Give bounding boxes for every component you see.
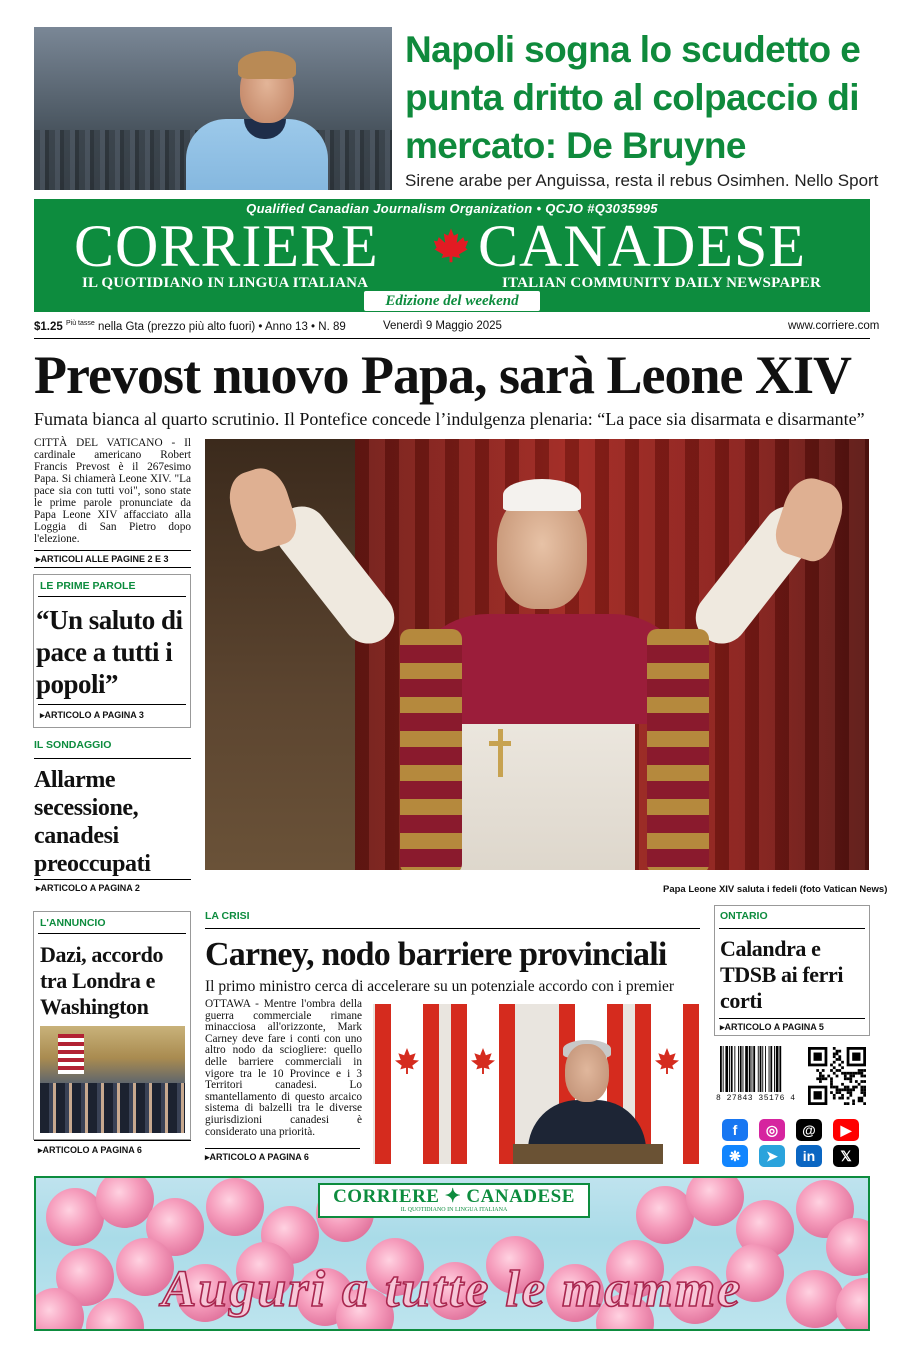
weekend-edition-badge: Edizione del weekend (364, 291, 540, 311)
divider (34, 550, 191, 551)
divider (34, 879, 191, 880)
sondaggio-ref[interactable]: ▸ ARTICOLO A PAGINA 2 (36, 883, 140, 894)
maple-leaf-icon (432, 227, 470, 263)
qr-code-icon[interactable] (808, 1047, 866, 1105)
divider (719, 928, 865, 929)
banner-greeting: Auguri a tutte le mamme (161, 1261, 743, 1318)
main-headline[interactable]: Prevost nuovo Papa, sarà Leone XIV (34, 345, 852, 405)
divider (34, 758, 191, 759)
crisi-kicker: LA CRISI (205, 910, 250, 922)
instagram-icon[interactable]: ◎ (759, 1119, 785, 1141)
telegram-icon[interactable]: ➤ (759, 1145, 785, 1167)
masthead-qualified-line: Qualified Canadian Journalism Organization • QCJO #Q3035995 (246, 201, 658, 216)
issue-date: Venerdì 9 Maggio 2025 (383, 320, 502, 332)
prime-parole-quote[interactable]: “Un saluto di pace a tutti i popoli” (36, 605, 183, 699)
crisi-headline[interactable]: Carney, nodo barriere provinciali (205, 936, 667, 973)
divider (205, 928, 700, 929)
sondaggio-headline[interactable]: Allarme secessione, canadesi preoccupati (34, 767, 151, 877)
crisi-deck: Il primo ministro cerca di accelerare su un potenziale accordo con i premier (205, 978, 675, 995)
divider (719, 1018, 865, 1019)
threads-icon[interactable]: @ (796, 1119, 822, 1141)
ontario-ref[interactable]: ▸ ARTICOLO A PAGINA 5 (720, 1022, 824, 1033)
divider (38, 704, 186, 705)
divider (38, 933, 186, 934)
ontario-headline[interactable]: Calandra e TDSB ai ferri corti (720, 936, 844, 1013)
price-info (34, 320, 346, 333)
divider (34, 567, 191, 568)
teaser-headline[interactable]: Napoli sogna lo scudetto e punta dritto al colpaccio di mercato: De Bruyne (405, 29, 861, 166)
annuncio-kicker: L'ANNUNCIO (40, 917, 106, 929)
bluesky-icon[interactable]: ❋ (722, 1145, 748, 1167)
crisi-body-text: OTTAWA - Mentre l'ombra della guerra commerciale rimane minacciosa all'orizzonte, Mark Carney deve fare i conti con uno altro nodo da sciogliere: quello delle barriere commerciali in vigore tra le 10 Province e i 3 Territori canadesi. Lo smantellamento di questo arcaico sistema di balzelli tra le diverse giurisdizioni canadesi è considerato una priorità. (205, 998, 362, 1138)
masthead-tagline-italian: IL QUOTIDIANO IN LINGUA ITALIANA (82, 275, 369, 291)
main-photo-caption: Papa Leone XIV saluta i fedeli (foto Vatican News) (663, 884, 888, 895)
main-article-ref[interactable]: ▸ ARTICOLI ALLE PAGINE 2 E 3 (36, 554, 169, 565)
teaser-photo-de-bruyne[interactable] (34, 27, 392, 190)
masthead (34, 199, 870, 312)
tax-note: Più tasse (65, 320, 95, 327)
main-photo-pope[interactable] (205, 439, 869, 870)
annuncio-headline[interactable]: Dazi, accordo tra Londra e Washington (40, 942, 164, 1019)
annuncio-ref[interactable]: ▸ ARTICOLO A PAGINA 6 (38, 1145, 142, 1156)
masthead-tagline-english: ITALIAN COMMUNITY DAILY NEWSPAPER (502, 275, 821, 291)
annuncio-photo[interactable] (40, 1026, 185, 1133)
youtube-icon[interactable]: ▶ (833, 1119, 859, 1141)
divider (205, 1148, 360, 1149)
banner-logo-tagline: IL QUOTIDIANO IN LINGUA ITALIANA (400, 1207, 508, 1213)
banner-logo-name: CORRIERE ✦ CANADESE (333, 1186, 575, 1207)
website-link[interactable]: www.corriere.com (788, 320, 880, 332)
masthead-name-left: CORRIERE (74, 213, 379, 279)
price: $1.25 (34, 320, 63, 333)
issue-info: nella Gta (prezzo più alto fuori) • Anno 13 • N. 89 (97, 320, 346, 333)
carney-photo[interactable] (373, 1004, 699, 1164)
prime-parole-kicker: LE PRIME PAROLE (40, 580, 136, 592)
facebook-icon[interactable]: f (722, 1119, 748, 1141)
masthead-name-right: CANADESE (478, 213, 807, 279)
main-lead-text: CITTÀ DEL VATICANO - Il cardinale americano Robert Francis Prevost è il 267esimo Papa. Si chiamerà Leone XIV. "La pace sia con tutti voi", sono state le prime parole pronunciate da Papa Leone XIV affacciato alla Loggia di San Pietro dopo l'elezione. (34, 437, 191, 545)
barcode-number: 8 27843 35176 4 (716, 1094, 796, 1103)
divider (38, 596, 186, 597)
teaser-subline: Sirene arabe per Anguissa, resta il rebus Osimhen. Nello Sport (405, 171, 879, 190)
divider (34, 1140, 191, 1141)
crisi-ref[interactable]: ▸ ARTICOLO A PAGINA 6 (205, 1152, 309, 1163)
x-icon[interactable]: 𝕏 (833, 1145, 859, 1167)
linkedin-icon[interactable]: in (796, 1145, 822, 1167)
main-deck: Fumata bianca al quarto scrutinio. Il Pontefice concede l’indulgenza plenaria: “La pace sia disarmata e disarmante” (34, 409, 865, 429)
ontario-kicker: ONTARIO (720, 910, 768, 922)
prime-parole-ref[interactable]: ▸ ARTICOLO A PAGINA 3 (40, 710, 144, 721)
divider (34, 338, 870, 339)
sondaggio-kicker: IL SONDAGGIO (34, 739, 112, 751)
